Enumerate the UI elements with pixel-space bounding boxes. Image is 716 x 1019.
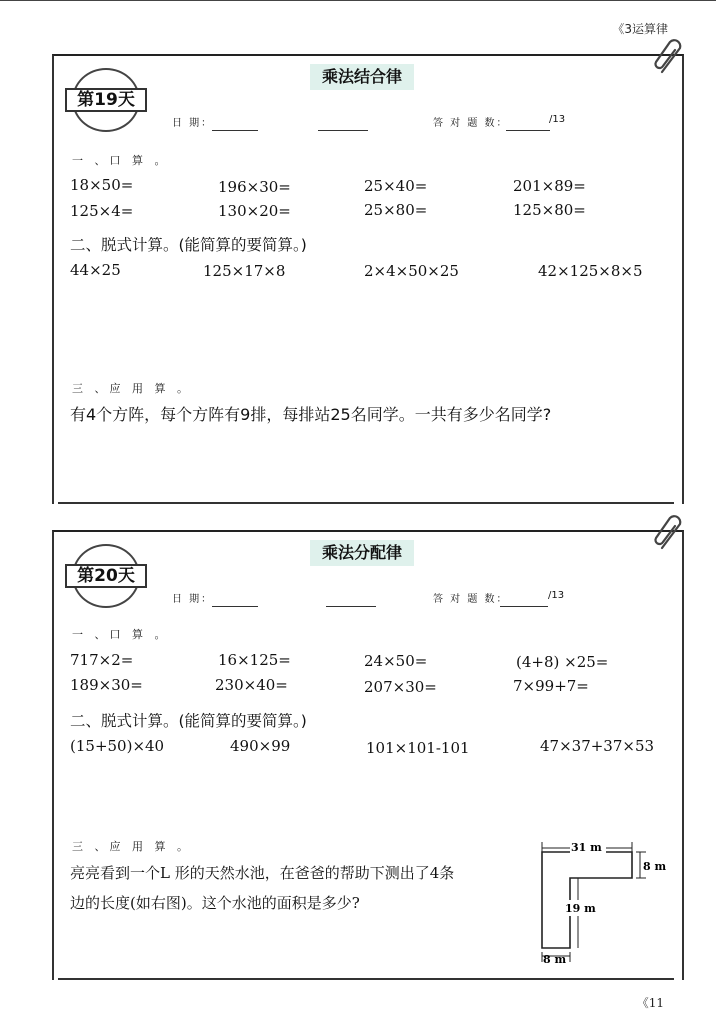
- day20-app-line2: 边的长度(如右图)。这个水池的面积是多少?: [70, 894, 360, 912]
- day19-badge: [69, 68, 145, 132]
- day20-date-blank-2[interactable]: [326, 588, 376, 607]
- paperclip-icon: [650, 514, 690, 554]
- day20-oral-3: 24×50=: [364, 652, 428, 670]
- page-number: 《11: [636, 996, 664, 1010]
- day19-calc-1: 44×25: [70, 261, 121, 279]
- day20-badge: [69, 544, 145, 608]
- day20-title: 乘法分配律: [310, 540, 414, 566]
- day19-oral-4: 201×89=: [513, 177, 586, 195]
- day20-calc-4: 47×37+37×53: [540, 737, 655, 755]
- day19-date-blank-1[interactable]: [212, 112, 258, 131]
- day19-oral-5: 125×4=: [70, 202, 134, 220]
- day19-oral-8: 125×80=: [513, 201, 586, 219]
- day19-title: 乘法结合律: [310, 64, 414, 90]
- day19-app-heading: 三 、应 用 算 。: [72, 382, 192, 395]
- day19-date-label: 日 期：: [172, 118, 214, 129]
- day20-app-heading: 三 、应 用 算 。: [72, 840, 192, 853]
- day20-bottom-line: [58, 978, 674, 980]
- day19-oral-heading: 一 、口 算 。: [72, 154, 170, 167]
- day20-oral-7: 207×30=: [364, 678, 437, 696]
- dim-right: 8 m: [643, 860, 666, 873]
- day20-calc-heading: 二、脱式计算。(能简算的要简算。): [70, 712, 307, 730]
- day19-calc-2: 125×17×8: [203, 262, 286, 280]
- top-border: [0, 0, 716, 1]
- day19-bottom-line: [58, 502, 674, 504]
- day19-score-label: 答 对 题 数：: [433, 118, 509, 129]
- day19-calc-3: 2×4×50×25: [364, 262, 459, 280]
- day19-oral-2: 196×30=: [218, 178, 291, 196]
- dim-inner: 19 m: [565, 902, 596, 915]
- day19-oral-7: 25×80=: [364, 201, 428, 219]
- day19-app-question: 有4个方阵，每个方阵有9排，每排站25名同学。一共有多少名同学?: [70, 405, 552, 424]
- day19-score-total: /13: [549, 114, 566, 125]
- day20-calc-1: (15+50)×40: [70, 737, 165, 755]
- day19-score-blank[interactable]: [506, 112, 550, 131]
- day20-calc-3: 101×101-101: [366, 739, 470, 757]
- day20-date-blank-1[interactable]: [212, 588, 258, 607]
- day19-oral-3: 25×40=: [364, 177, 428, 195]
- day20-app-line1: 亮亮看到一个L 形的天然水池，在爸爸的帮助下测出了4条: [70, 864, 455, 882]
- day20-oral-4: (4+8) ×25=: [516, 653, 609, 671]
- dim-bottom: 8 m: [543, 953, 567, 964]
- day20-oral-2: 16×125=: [218, 651, 291, 669]
- day20-badge-label: 第20天: [65, 564, 147, 588]
- day20-calc-2: 490×99: [230, 737, 291, 755]
- day19-oral-1: 18×50=: [70, 176, 134, 194]
- day19-oral-6: 130×20=: [218, 202, 291, 220]
- day20-oral-6: 230×40=: [215, 676, 288, 694]
- paperclip-icon: [650, 38, 690, 78]
- day20-score-blank[interactable]: [500, 588, 548, 607]
- day19-calc-heading: 二、脱式计算。(能简算的要简算。): [70, 236, 307, 254]
- day20-score-label: 答 对 题 数：: [433, 594, 509, 605]
- day19-date-blank-2[interactable]: [318, 112, 368, 131]
- day19-badge-label: 第19天: [65, 88, 147, 112]
- day20-date-label: 日 期：: [172, 594, 214, 605]
- chapter-label: 《3运算律: [612, 22, 668, 36]
- day19-calc-4: 42×125×8×5: [538, 262, 643, 280]
- day20-oral-5: 189×30=: [70, 676, 143, 694]
- day20-score-total: /13: [548, 590, 565, 601]
- l-shape-figure: [534, 836, 666, 964]
- dim-top: 31 m: [571, 841, 602, 854]
- day20-oral-8: 7×99+7=: [513, 677, 589, 695]
- day20-oral-heading: 一 、口 算 。: [72, 628, 170, 641]
- day20-oral-1: 717×2=: [70, 651, 134, 669]
